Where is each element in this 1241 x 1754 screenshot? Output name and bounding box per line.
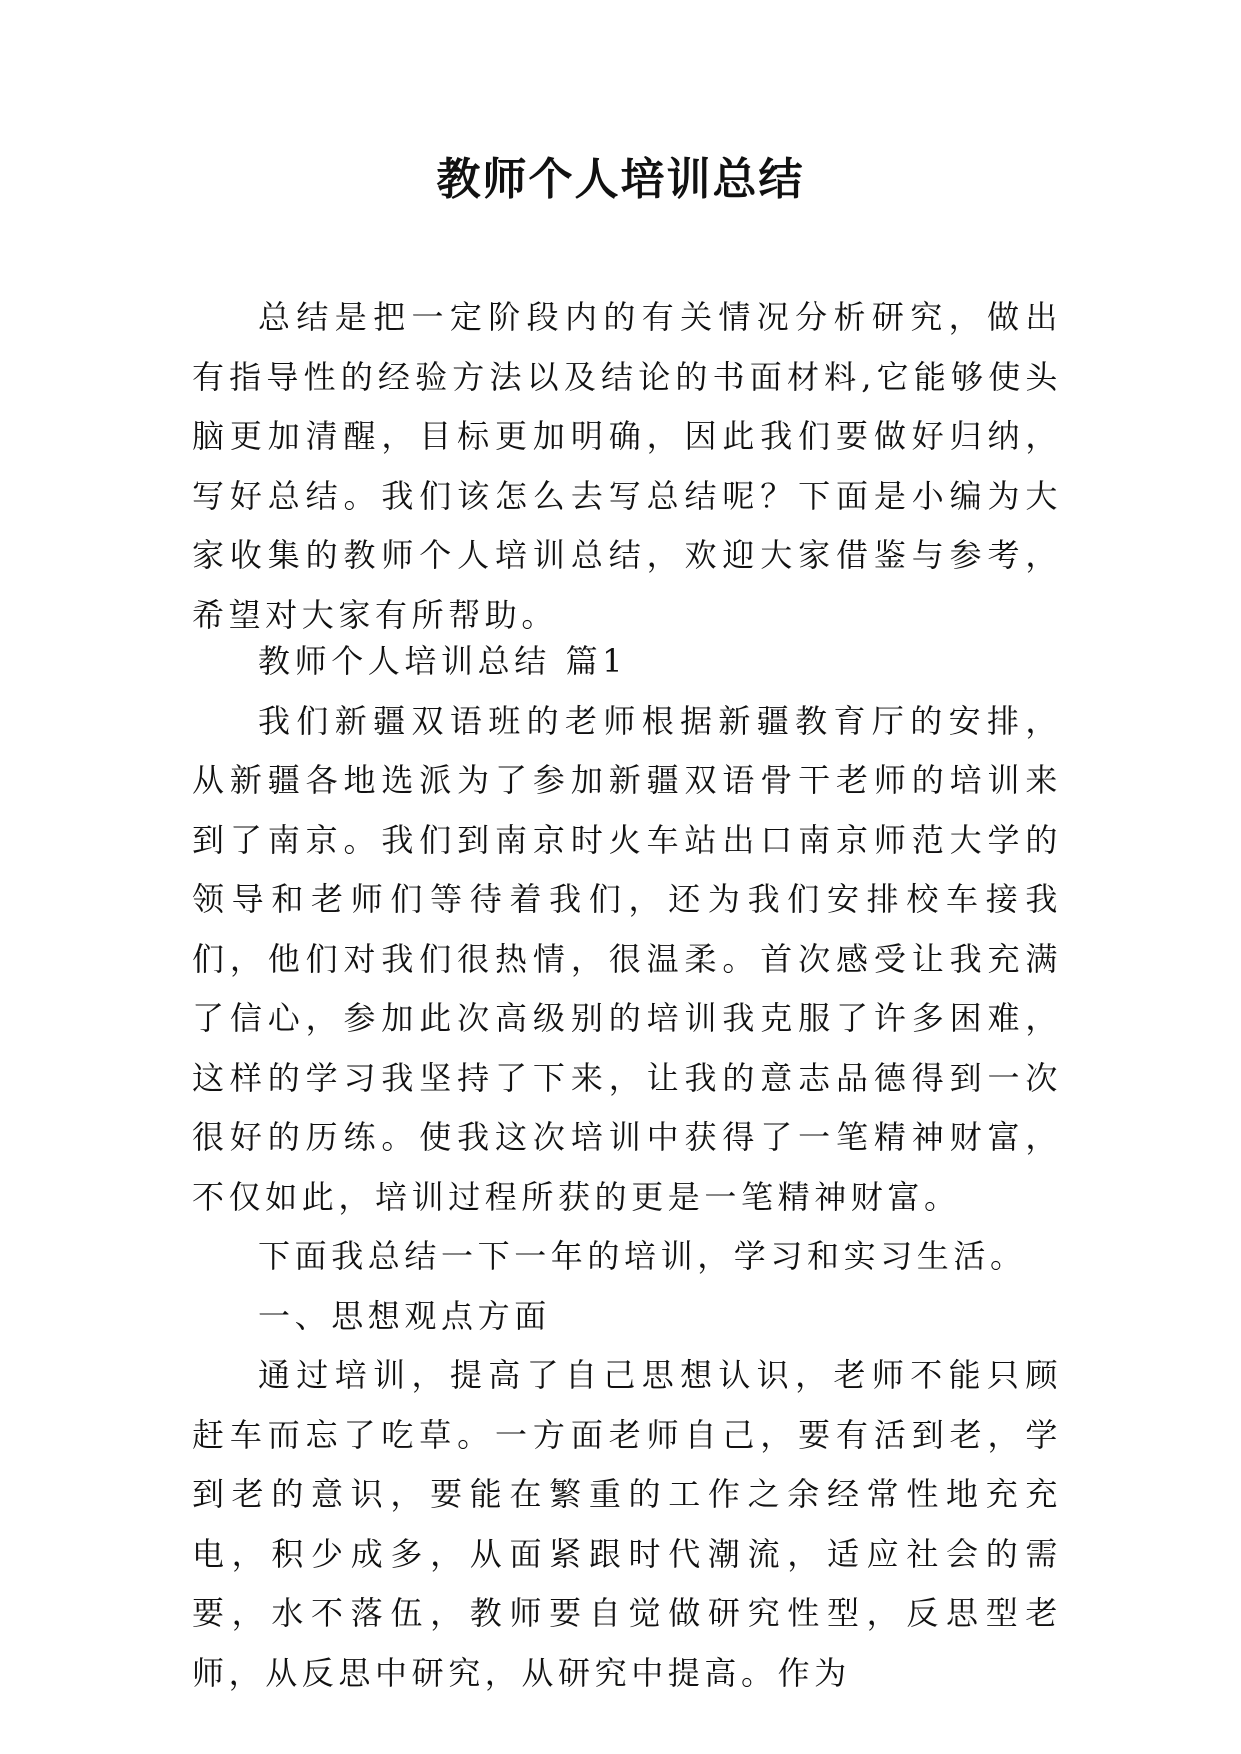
body-paragraph: 我们新疆双语班的老师根据新疆教育厅的安排，从新疆各地选派为了参加新疆双语骨干老师的培训来到了南京。我们到南京时火车站出口南京师范大学的领导和老师们等待着我们，还为我们安排校车接我们，他们对我们很热情，很温柔。首次感受让我充满了信心，参加此次高级别的培训我克服了许多困难，这样的学习我坚持了下来，让我的意志品德得到一次很好的历练。使我这次培训中获得了一笔精神财富，不仅如此，培训过程所获的更是一笔精神财富。	[192, 701, 1062, 1216]
intro-section	[192, 288, 1062, 645]
article-section	[192, 632, 1062, 1703]
intro-paragraph: 总结是把一定阶段内的有关情况分析研究，做出有指导性的经验方法以及结论的书面材料,它能够使头脑更加清醒，目标更加明确，因此我们要做好归纳，写好总结。我们该怎么去写总结呢？下面是小编为大家收集的教师个人培训总结，欢迎大家借鉴与参考，希望对大家有所帮助。	[192, 298, 1062, 634]
subsection-heading: 一、思想观点方面	[258, 1296, 551, 1335]
document-title: 教师个人培训总结	[436, 154, 805, 205]
body-paragraph: 下面我总结一下一年的培训，学习和实习生活。	[258, 1237, 1027, 1275]
section-heading-part-1: 教师个人培训总结 篇1	[258, 642, 628, 680]
body-paragraph: 通过培训，提高了自己思想认识，老师不能只顾赶车而忘了吃草。一方面老师自己，要有活到老，学到老的意识，要能在繁重的工作之余经常性地充充电，积少成多，从面紧跟时代潮流，适应社会的需要，水不落伍，教师要自觉做研究性型，反思型老师，从反思中研究，从研究中提高。作为	[192, 1356, 1062, 1692]
